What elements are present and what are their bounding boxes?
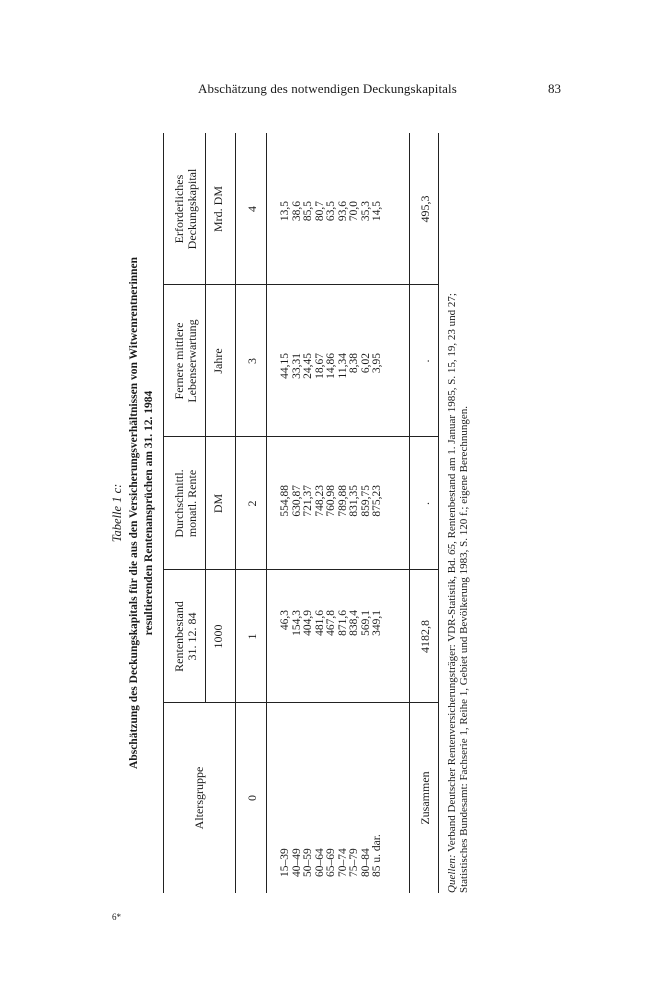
table-cell: 14,86 [325,353,337,379]
life-expectancy-column [280,353,384,401]
unit-label: DM [211,493,225,514]
sources-line2: Statistisches Bundesamt: Fachserie 1, Reihe 1, Gebiet und Bevölkerung 1983, S. 120 f.; eigene Berechnungen. [458,406,470,893]
header-line: Erforderliches [172,174,186,244]
table-cell: 40–49 [290,848,303,877]
table-cell: 875,23 [371,485,383,517]
column-number: 3 [245,358,259,364]
table-cell: 80–84 [359,848,372,877]
total-cell: . [418,359,432,363]
table-cell: 80,7 [313,201,326,222]
table-cell: 60–64 [313,848,326,877]
table-cell: 569,1 [359,610,372,636]
column-number: 2 [245,500,259,507]
table-cell: 18,67 [313,353,326,379]
table-cell: 789,88 [336,485,349,517]
rotated-table-block [108,133,508,893]
table-cell: 70–74 [336,848,349,877]
table-cell: 8,38 [348,353,360,374]
table-cell: 63,5 [325,201,337,222]
sources-label: Quellen: [446,854,458,893]
column-rule [163,436,438,437]
stock-column [280,610,384,668]
table-cell: 15–39 [279,848,291,877]
table-cell: 630,87 [290,485,303,517]
total-label: Zusammen [418,771,432,825]
column-rule [163,569,438,570]
table-cell: 75–79 [348,848,360,877]
table-bottom-rule [438,133,439,893]
table-cell: 46,3 [279,610,291,631]
table-cell: 85 u. dar. [371,834,383,877]
capital-column [280,201,384,243]
sources-text: , Rentenbestand am 1. Januar 1985, S. 15, 19, 23 und 27; [446,293,458,544]
total-rule [409,133,410,893]
column-header-capital [173,133,199,285]
table-cell: 721,37 [302,485,314,517]
header-line: Durchschnittl. [172,469,186,538]
table-cell: 13,5 [279,201,291,222]
header-rule [235,133,236,893]
table-cell: 24,45 [302,353,314,379]
age-group-column [280,834,384,877]
running-header-title: Abschätzung des notwendigen Deckungskapitals [198,81,457,96]
header-line: monatl. Rente [184,469,199,538]
data-table [163,133,438,893]
table-cell: 554,88 [279,485,291,517]
pension-column [280,485,384,543]
total-cell: 495,3 [418,195,432,223]
table-cell: 831,35 [348,485,360,517]
table-cell: 349,1 [371,610,383,636]
column-number: 1 [245,633,259,640]
column-number: 4 [245,206,259,212]
column-rule [163,284,438,285]
column-header-life-expectancy [173,285,199,437]
table-cell: 838,4 [348,610,360,636]
header-line: Lebenserwartung [184,319,199,403]
table-caption-line2: resultierenden Rentenansprüchen am 31. 12. 1984 [143,390,155,636]
header-line: 31. 12. 84 [184,612,199,661]
table-cell: 11,34 [336,353,349,379]
header-line: Fernere mittlere [172,322,186,400]
unit-rule [205,133,206,703]
table-cell: 38,6 [290,201,303,222]
header-line: Rentenbestand [172,601,186,672]
table-cell: 760,98 [325,485,337,517]
unit-label: Jahre [211,348,225,374]
table-cell: 154,3 [290,610,303,636]
table-cell: 3,95 [371,353,383,374]
total-cell: . [418,502,432,505]
table-cell: 93,6 [336,201,349,222]
total-cell: 4182,8 [418,620,432,653]
table-cell: 481,6 [313,610,326,636]
table-cell: 467,8 [325,610,337,636]
table-cell: 748,23 [313,485,326,517]
column-header-stock [173,570,199,703]
table-cell: 6,02 [359,353,372,374]
table-cell: 14,5 [371,201,383,222]
unit-label: 1000 [211,624,225,649]
table-cell: 871,6 [336,610,349,636]
table-cell: 65–69 [325,848,337,877]
table-cell: 35,3 [359,201,372,222]
table-cell: 70,0 [348,201,360,222]
table-caption-label: Tabelle 1 c: [110,483,124,543]
table-cell: 44,15 [279,353,291,379]
table-cell: 859,75 [359,485,372,517]
table-caption-line1: Abschätzung des Deckungskapitals für die aus den Versicherungsverhältnissen von Witwenrentnerinnen [128,257,140,769]
sources-line1 [446,133,458,893]
sources-text: Verband Deutscher Rentenversicherungsträger: VDR-Statistik, Bd. [446,554,458,855]
table-cell: 50–59 [302,848,314,877]
sources-volume: 65 [446,543,458,555]
table-cell: 85,5 [302,201,314,222]
page-number: 83 [548,81,561,96]
column-header-pension [173,437,199,570]
sources-note [446,133,470,893]
table-top-rule [163,133,164,893]
column-number: 0 [245,795,259,801]
column-header-age: Altersgruppe [192,766,206,830]
header-line: Deckungskapital [184,168,199,250]
unit-label: Mrd. DM [211,186,225,233]
signature-mark: 6* [112,912,121,922]
table-cell: 404,9 [302,610,314,636]
number-rule [266,133,267,893]
table-cell: 33,31 [290,353,303,379]
